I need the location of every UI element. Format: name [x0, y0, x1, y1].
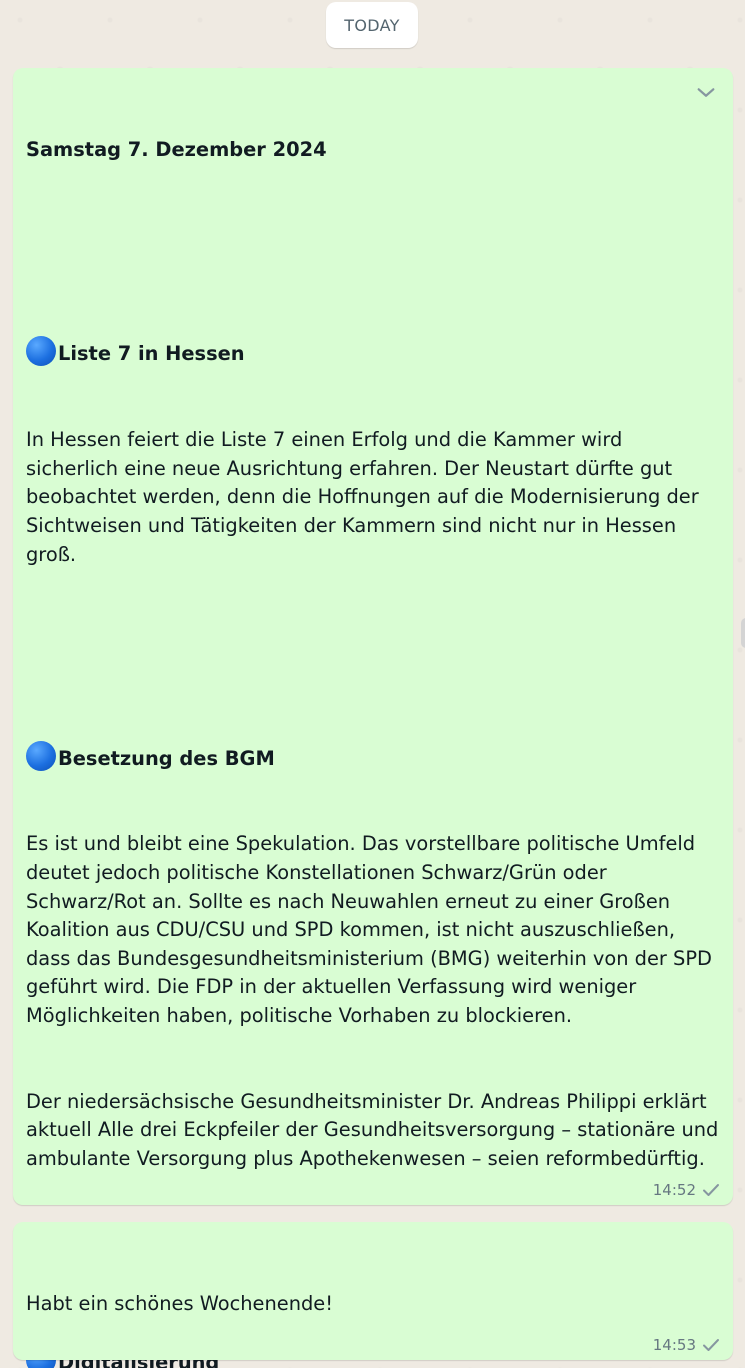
- section-heading-bgm: Besetzung des BGM: [26, 741, 720, 774]
- date-separator: TODAY: [326, 2, 418, 48]
- blue-circle-icon: [26, 336, 56, 366]
- message-line: Habt ein schönes Wochenende!: [26, 1292, 334, 1316]
- scroll-handle[interactable]: [741, 618, 745, 648]
- message-time: 14:52: [652, 1181, 696, 1199]
- blue-circle-icon: [26, 741, 56, 771]
- section-paragraph: In Hessen feiert die Liste 7 einen Erfolg und die Kammer wird sicherlich eine neue Ausrichtung erfahren. Der Neustart dürfte gut beobachtet werden, denn die Hoffnungen auf die Modernisierung der Sichtweisen und Tätigkeiten der Kammern sind nicht nur in Hessen groß.: [26, 428, 705, 566]
- message-text: [26, 78, 725, 1368]
- message-meta: [653, 1181, 720, 1199]
- message-time: 14:53: [652, 1336, 696, 1354]
- single-check-icon: [702, 1338, 720, 1352]
- single-check-icon: [702, 1183, 720, 1197]
- chevron-down-icon[interactable]: [695, 82, 717, 104]
- section-heading-liste7: Liste 7 in Hessen: [26, 336, 720, 369]
- message-text: [26, 1232, 720, 1368]
- message-bubble-newsletter[interactable]: [13, 68, 733, 1205]
- section-paragraph: Der niedersächsische Gesundheitsminister Dr. Andreas Philippi erklärt aktuell Alle drei Eckpfeiler der Gesundheitsversorgung – stationäre und ambulante Versorgung plus Apothekenwesen – seien reformbedürftig.: [26, 1089, 725, 1170]
- message-title: Samstag 7. Dezember 2024: [26, 138, 327, 162]
- message-meta: [653, 1336, 720, 1354]
- section-paragraph: Es ist und bleibt eine Spekulation. Das vorstellbare politische Umfeld deutet jedoch politische Konstellationen Schwarz/Grün oder Schwarz/Rot an. Sollte es nach Neuwahlen erneut zu einer Großen Koalition aus CDU/CSU und SPD kommen, ist nicht auszuschließen, dass das Bundesgesundheitsministerium (BMG) weiterhin von der SPD geführt wird. Die FDP in der aktuellen Verfassung wird weniger Möglichkeiten haben, politische Vorhaben zu blockieren.: [26, 832, 719, 1027]
- message-bubble-weekend[interactable]: [13, 1222, 733, 1360]
